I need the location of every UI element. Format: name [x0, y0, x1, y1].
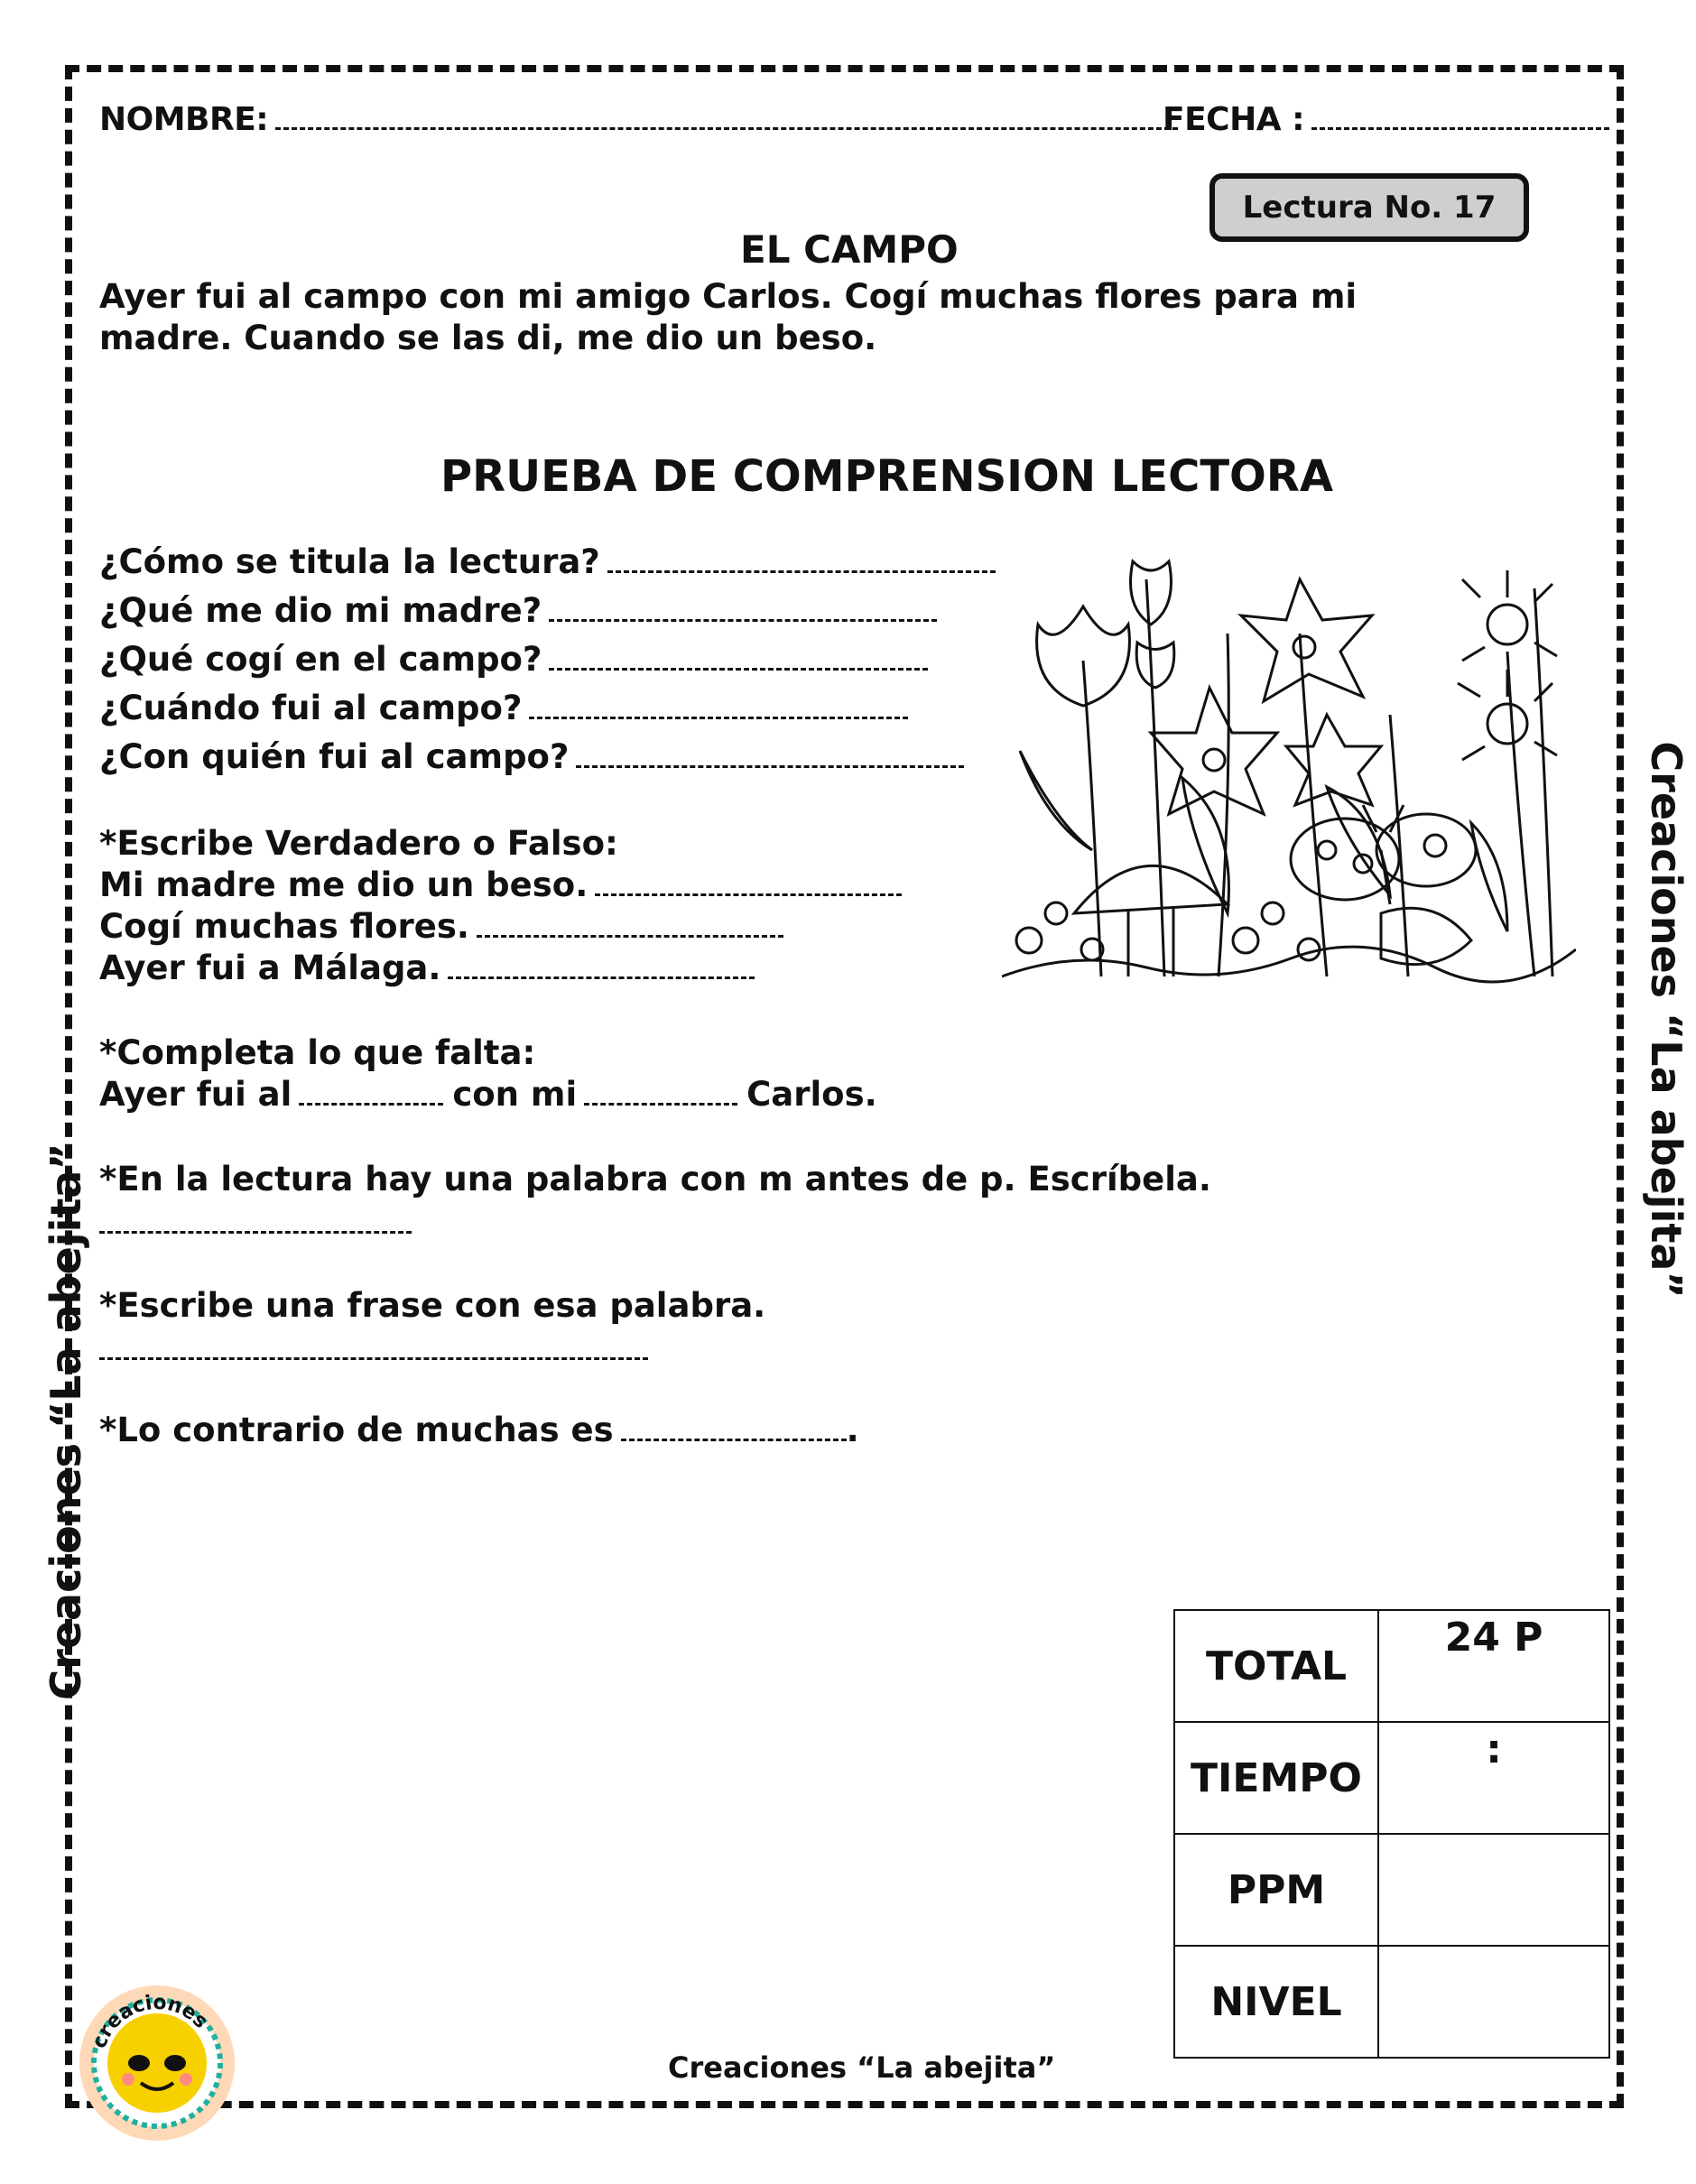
sentence-answer-blank[interactable] [99, 1357, 648, 1360]
lecture-number-badge: Lectura No. 17 [1209, 173, 1529, 242]
tf-text: Ayer fui a Málaga. [99, 949, 441, 987]
question-text: ¿Cuándo fui al campo? [99, 689, 523, 727]
score-table [1173, 1609, 1610, 2059]
complete-part-1: Ayer fui al [99, 1075, 292, 1114]
tf-text: Cogí muchas flores. [99, 907, 469, 946]
complete-part-3: Carlos. [746, 1075, 877, 1114]
date-label: FECHA : [1163, 101, 1305, 138]
tf-item-3 [99, 948, 755, 989]
test-title: PRUEBA DE COMPRENSION LECTORA [440, 451, 1333, 502]
footer-credit: Creaciones “La abejita” [668, 2050, 1056, 2085]
question-text: ¿Qué me dio mi madre? [99, 591, 542, 630]
score-value[interactable]: : [1378, 1722, 1609, 1834]
question-text: ¿Cómo se titula la lectura? [99, 542, 600, 581]
tf-item-1 [99, 865, 902, 906]
opposite-task [99, 1410, 859, 1451]
answer-blank[interactable] [549, 668, 928, 671]
table-row [1174, 1946, 1609, 2058]
complete-blank-1[interactable] [299, 1103, 443, 1106]
name-field [99, 101, 1178, 138]
opposite-blank[interactable] [621, 1439, 847, 1441]
question-5 [99, 736, 964, 778]
complete-part-2: con mi [452, 1075, 578, 1114]
score-label: TOTAL [1174, 1610, 1378, 1722]
story-line-1: Ayer fui al campo con mi amigo Carlos. Cogí muchas flores para mi [99, 277, 1358, 316]
date-blank[interactable] [1311, 127, 1609, 130]
score-value[interactable] [1378, 1946, 1609, 2058]
opposite-end: . [846, 1411, 859, 1449]
table-row [1174, 1834, 1609, 1946]
question-2 [99, 590, 937, 632]
true-false-heading: *Escribe Verdadero o Falso: [99, 824, 618, 863]
answer-blank[interactable] [549, 619, 937, 622]
date-field [1163, 101, 1609, 138]
tf-item-2 [99, 906, 783, 948]
complete-blank-2[interactable] [584, 1103, 737, 1106]
answer-blank[interactable] [529, 717, 908, 719]
story-title: EL CAMPO [740, 227, 959, 272]
table-row [1174, 1722, 1609, 1834]
side-credit-right: Creaciones “La abejita” [1642, 741, 1691, 1299]
score-label: NIVEL [1174, 1946, 1378, 2058]
complete-sentence [99, 1074, 877, 1115]
sentence-task: *Escribe una frase con esa palabra. [99, 1286, 766, 1325]
opposite-text: *Lo contrario de muchas es [99, 1411, 614, 1449]
name-label: NOMBRE: [99, 101, 269, 138]
tf-blank[interactable] [477, 935, 783, 938]
question-text: ¿Con quién fui al campo? [99, 737, 570, 776]
side-credit-left: Creaciones “La abejita” [42, 1143, 90, 1700]
story-line-2: madre. Cuando se las di, me dio un beso. [99, 319, 877, 357]
tf-blank[interactable] [448, 976, 755, 979]
answer-blank[interactable] [607, 570, 996, 573]
question-4 [99, 688, 908, 729]
bee-logo-icon [76, 1982, 238, 2144]
complete-heading: *Completa lo que falta: [99, 1033, 536, 1072]
tf-text: Mi madre me dio un beso. [99, 865, 589, 904]
score-label: TIEMPO [1174, 1722, 1378, 1834]
score-label: PPM [1174, 1834, 1378, 1946]
question-3 [99, 639, 928, 680]
flowers-illustration [1002, 552, 1576, 986]
mp-answer-blank[interactable] [99, 1231, 412, 1234]
name-blank[interactable] [275, 127, 1178, 130]
mp-task: *En la lectura hay una palabra con m antes de p. Escríbela. [99, 1160, 1211, 1198]
score-value[interactable] [1378, 1834, 1609, 1946]
tf-blank[interactable] [595, 893, 902, 896]
question-text: ¿Qué cogí en el campo? [99, 640, 542, 679]
logo-text: creaciones [88, 1991, 212, 2052]
table-row [1174, 1610, 1609, 1722]
score-value[interactable]: 24 P [1378, 1610, 1609, 1722]
question-1 [99, 541, 996, 583]
answer-blank[interactable] [576, 765, 964, 768]
